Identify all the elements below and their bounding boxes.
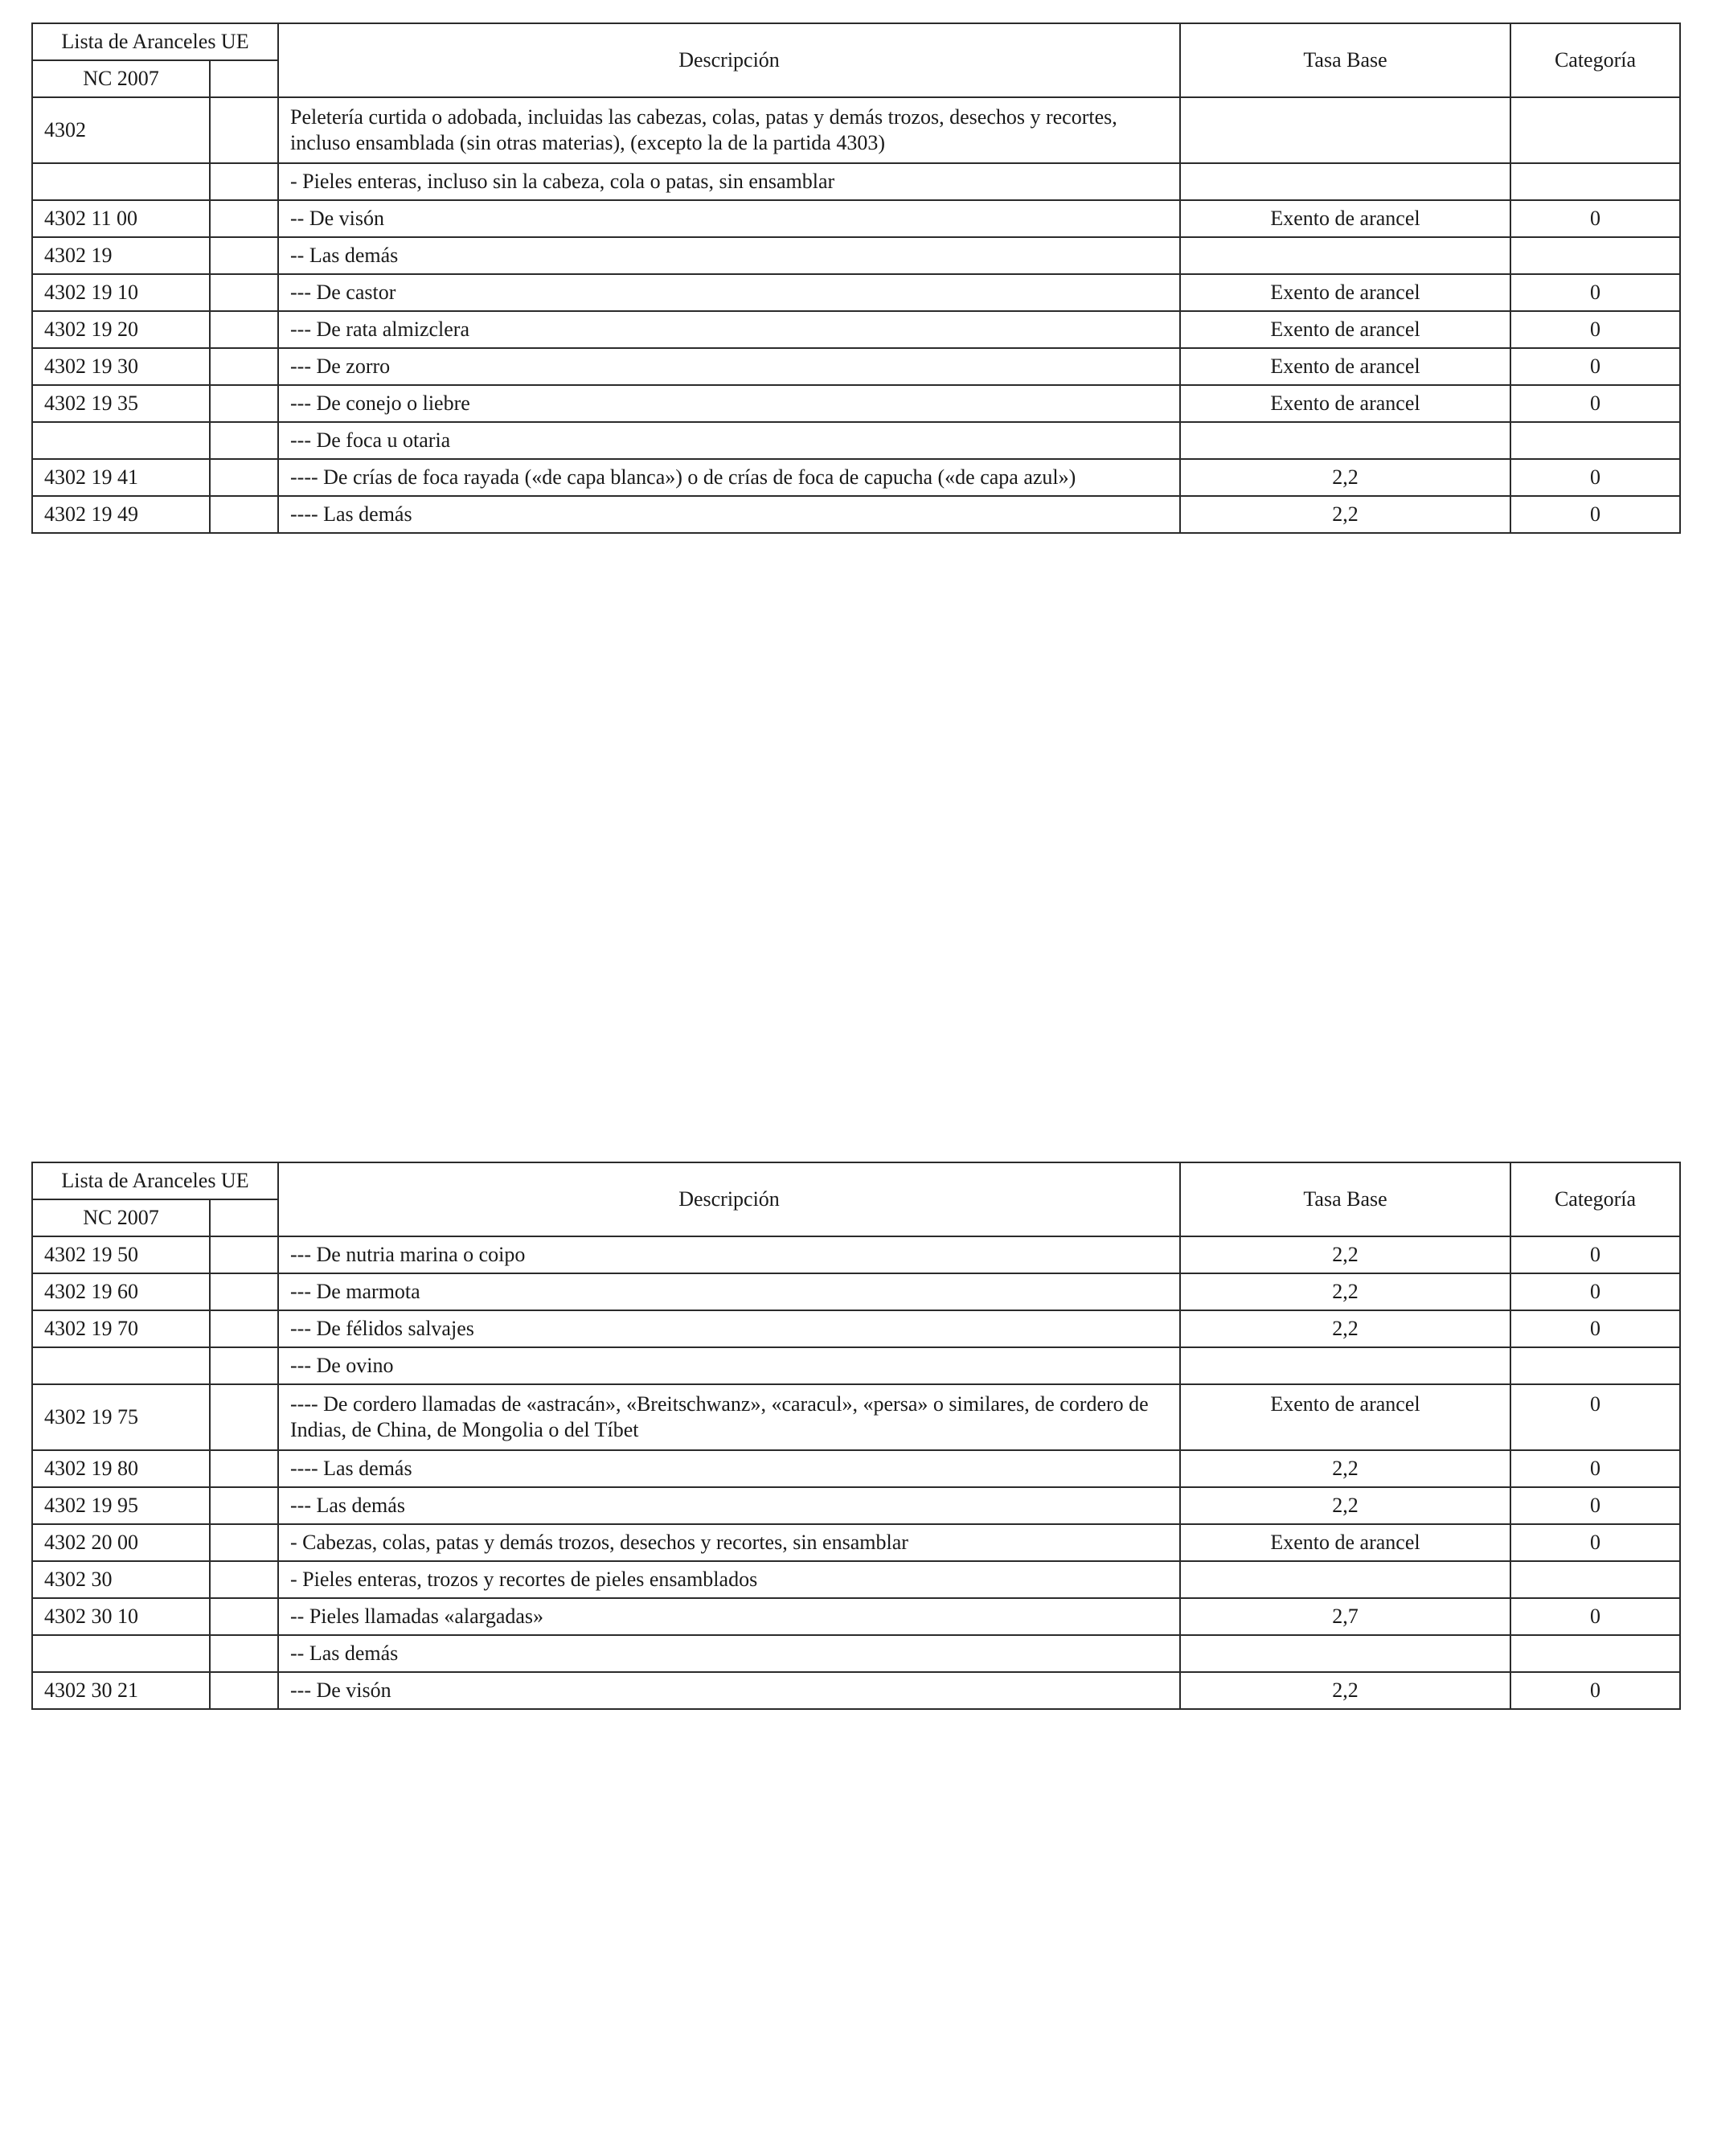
header-category: Categoría	[1510, 23, 1680, 97]
tariff-table-2	[31, 1162, 1681, 1710]
row-description: Peletería curtida o adobada, incluidas las cabezas, colas, patas y demás trozos, desechos y recortes, incluso ensamblada (sin otras materias), (excepto la de la partida 4303)	[278, 97, 1180, 163]
row-description: ---- De cordero llamadas de «astracán», «Breitschwanz», «caracul», «persa» o similares, de cordero de Indias, de China, de Mongolia o del Tíbet	[278, 1384, 1180, 1450]
row-description: -- Pieles llamadas «alargadas»	[278, 1598, 1180, 1635]
row-category	[1510, 1561, 1680, 1598]
row-category	[1510, 1635, 1680, 1672]
row-rate: 2,2	[1180, 496, 1510, 533]
table-row	[32, 496, 1680, 533]
table-row	[32, 163, 1680, 200]
header-nc: NC 2007	[32, 60, 210, 97]
header-nc: NC 2007	[32, 1199, 210, 1236]
row-code: 4302 30 10	[32, 1598, 210, 1635]
row-code: 4302 20 00	[32, 1524, 210, 1561]
row-rate: 2,2	[1180, 1487, 1510, 1524]
table-row	[32, 1347, 1680, 1384]
row-rate	[1180, 1347, 1510, 1384]
row-description: ---- De crías de foca rayada («de capa blanca») o de crías de foca de capucha («de capa azul»)	[278, 459, 1180, 496]
row-category: 0	[1510, 385, 1680, 422]
header-list: Lista de Aranceles UE	[32, 1162, 278, 1199]
row-code	[32, 1347, 210, 1384]
table-row	[32, 311, 1680, 348]
row-description: -- Las demás	[278, 1635, 1180, 1672]
row-rate: 2,7	[1180, 1598, 1510, 1635]
row-code: 4302 19	[32, 237, 210, 274]
row-rate: Exento de arancel	[1180, 385, 1510, 422]
row-rate: Exento de arancel	[1180, 1524, 1510, 1561]
row-rate	[1180, 1561, 1510, 1598]
table-row	[32, 1273, 1680, 1310]
row-description: --- Las demás	[278, 1487, 1180, 1524]
row-category: 0	[1510, 1236, 1680, 1273]
row-description: --- De rata almizclera	[278, 311, 1180, 348]
row-rate	[1180, 1635, 1510, 1672]
row-rate	[1180, 237, 1510, 274]
row-description: ---- Las demás	[278, 496, 1180, 533]
row-code: 4302 19 70	[32, 1310, 210, 1347]
row-category	[1510, 97, 1680, 163]
table-row	[32, 274, 1680, 311]
row-description: - Pieles enteras, trozos y recortes de pieles ensamblados	[278, 1561, 1180, 1598]
row-category: 0	[1510, 348, 1680, 385]
table-row	[32, 1598, 1680, 1635]
row-code: 4302 30	[32, 1561, 210, 1598]
row-category	[1510, 163, 1680, 200]
row-code: 4302 19 50	[32, 1236, 210, 1273]
row-rate: 2,2	[1180, 459, 1510, 496]
table-row	[32, 422, 1680, 459]
table-row	[32, 1524, 1680, 1561]
row-description: --- De zorro	[278, 348, 1180, 385]
row-rate	[1180, 97, 1510, 163]
row-code: 4302 19 49	[32, 496, 210, 533]
table-row	[32, 1450, 1680, 1487]
row-code	[32, 1635, 210, 1672]
header-base-rate: Tasa Base	[1180, 23, 1510, 97]
row-description: ---- Las demás	[278, 1450, 1180, 1487]
row-category: 0	[1510, 1384, 1680, 1450]
row-description: --- De félidos salvajes	[278, 1310, 1180, 1347]
header-category: Categoría	[1510, 1162, 1680, 1236]
table-row	[32, 237, 1680, 274]
row-code: 4302 19 30	[32, 348, 210, 385]
row-description: --- De ovino	[278, 1347, 1180, 1384]
row-category: 0	[1510, 459, 1680, 496]
row-rate: Exento de arancel	[1180, 348, 1510, 385]
row-category: 0	[1510, 496, 1680, 533]
row-code: 4302 19 75	[32, 1384, 210, 1450]
row-description: -- Las demás	[278, 237, 1180, 274]
row-rate: 2,2	[1180, 1310, 1510, 1347]
row-rate: Exento de arancel	[1180, 274, 1510, 311]
row-rate: Exento de arancel	[1180, 311, 1510, 348]
row-category: 0	[1510, 1598, 1680, 1635]
table-row	[32, 1635, 1680, 1672]
row-rate: Exento de arancel	[1180, 200, 1510, 237]
row-rate: 2,2	[1180, 1450, 1510, 1487]
row-code: 4302 19 35	[32, 385, 210, 422]
row-code: 4302 19 60	[32, 1273, 210, 1310]
row-code	[32, 163, 210, 200]
row-rate: 2,2	[1180, 1236, 1510, 1273]
header-list: Lista de Aranceles UE	[32, 23, 278, 60]
row-code: 4302 19 95	[32, 1487, 210, 1524]
header-description: Descripción	[278, 1162, 1180, 1236]
row-rate: 2,2	[1180, 1672, 1510, 1709]
row-category	[1510, 1347, 1680, 1384]
row-rate: Exento de arancel	[1180, 1384, 1510, 1450]
row-rate	[1180, 163, 1510, 200]
table-row	[32, 97, 1680, 163]
table-row	[32, 385, 1680, 422]
row-category: 0	[1510, 1450, 1680, 1487]
row-description: --- De nutria marina o coipo	[278, 1236, 1180, 1273]
row-category: 0	[1510, 1524, 1680, 1561]
table-row	[32, 1236, 1680, 1273]
row-category: 0	[1510, 1487, 1680, 1524]
row-description: - Pieles enteras, incluso sin la cabeza, cola o patas, sin ensamblar	[278, 163, 1180, 200]
row-category: 0	[1510, 1672, 1680, 1709]
row-code	[32, 422, 210, 459]
row-description: - Cabezas, colas, patas y demás trozos, desechos y recortes, sin ensamblar	[278, 1524, 1180, 1561]
table-row	[32, 1310, 1680, 1347]
row-description: --- De visón	[278, 1672, 1180, 1709]
table-row	[32, 459, 1680, 496]
row-rate	[1180, 422, 1510, 459]
row-description: --- De foca u otaria	[278, 422, 1180, 459]
header-empty	[210, 1199, 278, 1236]
table-row	[32, 348, 1680, 385]
table-row	[32, 1384, 1680, 1450]
header-description: Descripción	[278, 23, 1180, 97]
row-category: 0	[1510, 200, 1680, 237]
tariff-table-1	[31, 23, 1681, 534]
row-code: 4302 19 41	[32, 459, 210, 496]
table-row	[32, 1561, 1680, 1598]
row-category: 0	[1510, 311, 1680, 348]
row-code: 4302 11 00	[32, 200, 210, 237]
row-description: -- De visón	[278, 200, 1180, 237]
row-category	[1510, 237, 1680, 274]
row-category	[1510, 422, 1680, 459]
row-category: 0	[1510, 1310, 1680, 1347]
table-row	[32, 200, 1680, 237]
row-code: 4302 19 80	[32, 1450, 210, 1487]
table-row	[32, 1487, 1680, 1524]
row-rate: 2,2	[1180, 1273, 1510, 1310]
row-code: 4302 19 10	[32, 274, 210, 311]
header-empty	[210, 60, 278, 97]
row-code: 4302	[32, 97, 210, 163]
row-description: --- De marmota	[278, 1273, 1180, 1310]
row-description: --- De conejo o liebre	[278, 385, 1180, 422]
table-row	[32, 1672, 1680, 1709]
row-code: 4302 19 20	[32, 311, 210, 348]
row-description: --- De castor	[278, 274, 1180, 311]
header-base-rate: Tasa Base	[1180, 1162, 1510, 1236]
row-code: 4302 30 21	[32, 1672, 210, 1709]
row-category: 0	[1510, 1273, 1680, 1310]
row-category: 0	[1510, 274, 1680, 311]
